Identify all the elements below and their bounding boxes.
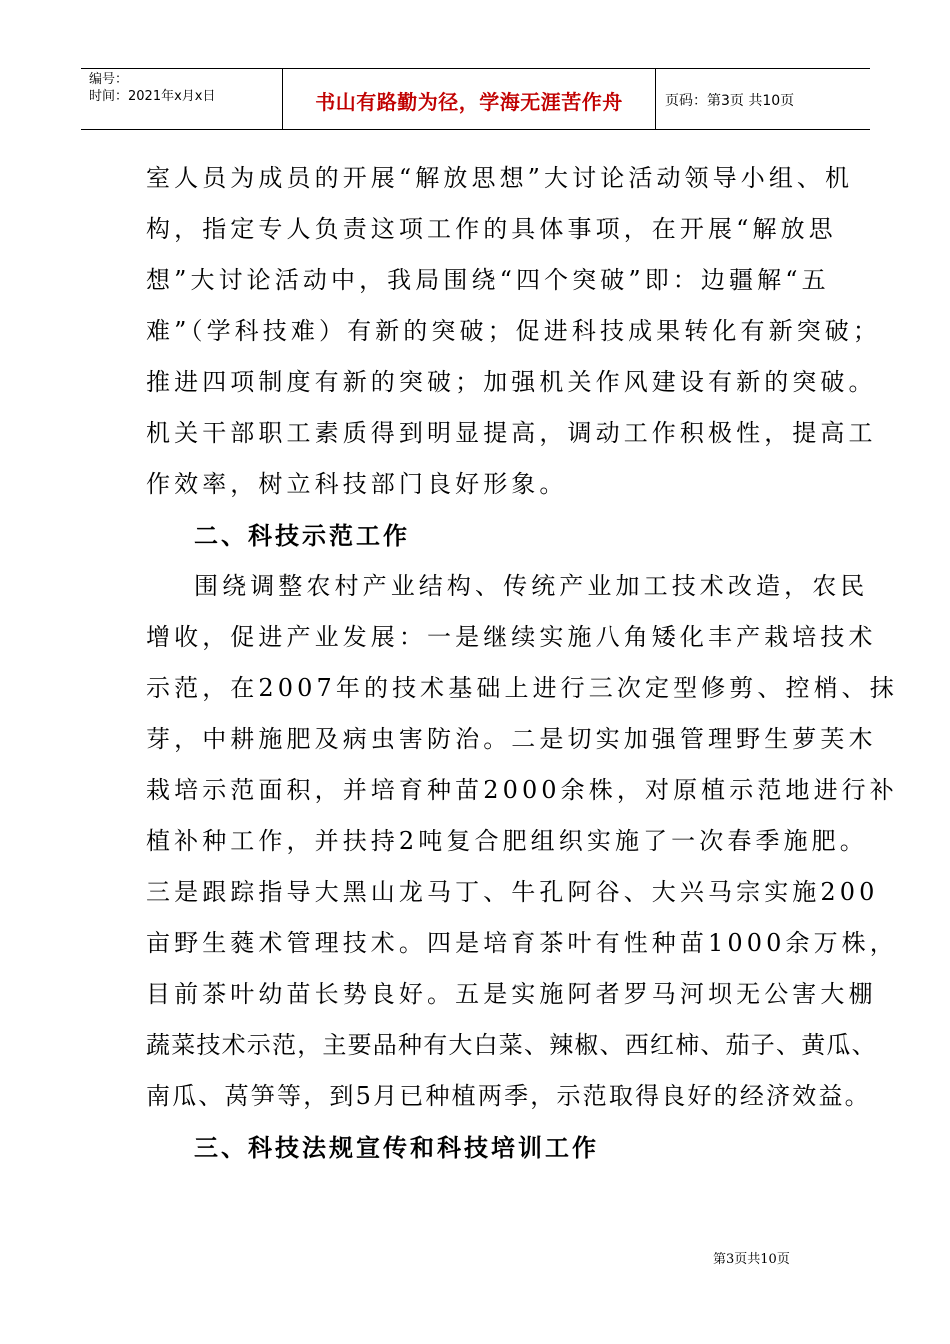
footer-page-number: 第3页共10页 (713, 1252, 790, 1267)
document-body (146, 153, 898, 1173)
paragraph-line: 增收，促进产业发展：一是继续实施八角矮化丰产栽培技术 (146, 623, 877, 651)
paragraph-line: 机关干部职工素质得到明显提高，调动工作积极性，提高工 (146, 419, 877, 447)
paragraph-line: 推进四项制度有新的突破；加强机关作风建设有新的突破。 (146, 368, 877, 396)
section-heading-3: 三、科技法规宣传和科技培训工作 (194, 1133, 599, 1162)
paragraph-line: 想”大讨论活动中，我局围绕“四个突破”即：边疆解“五 (146, 266, 830, 294)
paragraph-line: 三是跟踪指导大黑山龙马丁、牛孔阿谷、大兴马宗实施200 (146, 878, 879, 906)
header-meta-cell (81, 69, 281, 129)
paragraph-line: 亩野生蕤术管理技术。四是培育茶叶有性种苗1000余万株， (146, 929, 898, 957)
paragraph-line: 难”（学科技难）有新的突破；促进科技成果转化有新突破； (146, 317, 881, 345)
paragraph-line: 室人员为成员的开展“解放思想”大讨论活动领导小组、机 (146, 164, 854, 192)
paragraph-line: 作效率，树立科技部门良好形象。 (146, 470, 568, 498)
paragraph-line: 栽培示范面积，并培育种苗2000余株，对原植示范地进行补 (146, 776, 898, 804)
paragraph-line: 构，指定专人负责这项工作的具体事项，在开展“解放思 (146, 215, 837, 243)
paragraph-line: 植补种工作，并扶持2吨复合肥组织实施了一次春季施肥。 (146, 827, 868, 855)
paragraph-line: 蔬菜技术示范，主要品种有大白菜、辣椒、西红柿、茄子、黄瓜、 (146, 1031, 877, 1059)
paragraph-line: 芽，中耕施肥及病虫害防治。二是切实加强管理野生萝芙木 (146, 725, 877, 753)
paragraph-line: 南瓜、莴笋等，到5月已种植两季，示范取得良好的经济效益。 (146, 1082, 871, 1110)
header-page-cell (655, 69, 870, 129)
paragraph-line: 目前茶叶幼苗长势良好。五是实施阿者罗马河坝无公害大棚 (146, 980, 877, 1008)
serial-number-label: 编号： (89, 72, 129, 87)
page-header (81, 68, 870, 130)
header-page-number: 页码：第3页 共10页 (665, 93, 795, 109)
paragraph-line: 围绕调整农村产业结构、传统产业加工技术改造，农民 (194, 572, 869, 600)
date-label: 时间：2021年x月x日 (89, 89, 216, 104)
header-motto-cell (282, 69, 656, 129)
section-heading-2: 二、科技示范工作 (194, 521, 410, 550)
motto-text: 书山有路勤为径，学海无涯苦作舟 (315, 90, 623, 114)
paragraph-line: 示范，在2007年的技术基础上进行三次定型修剪、控梢、抹 (146, 674, 898, 702)
